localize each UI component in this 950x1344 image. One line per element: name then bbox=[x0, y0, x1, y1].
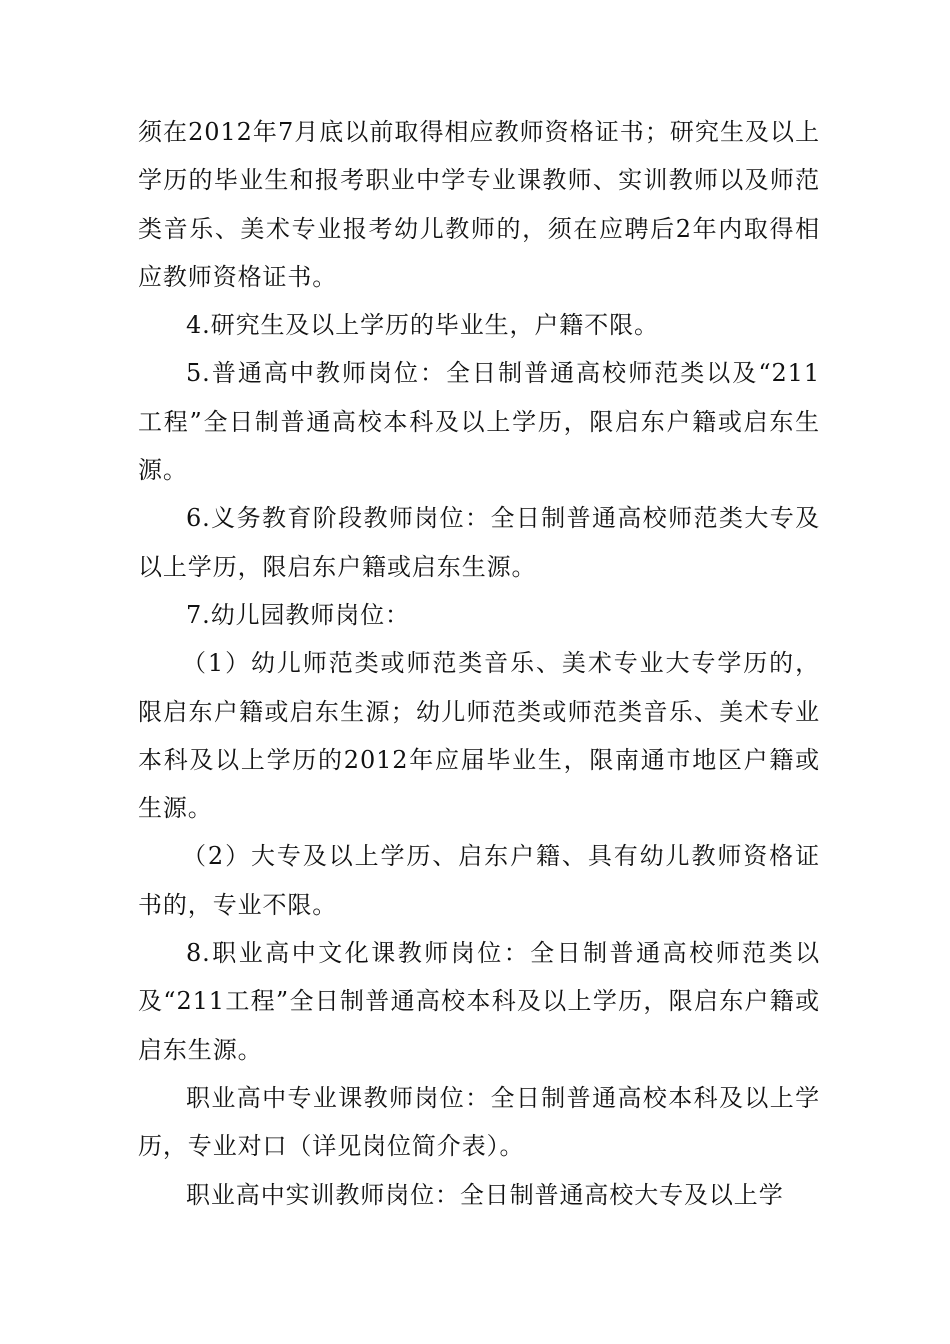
paragraph-item-4: 4.研究生及以上学历的毕业生，户籍不限。 bbox=[186, 311, 659, 340]
paragraph-item-5: 5.普通高中教师岗位：全日制普通高校师范类以及“211工程”全日制普通高校本科及以上学历，限启东户籍或启东生源。 bbox=[138, 359, 820, 485]
paragraph-item-8: 8.职业高中文化课教师岗位：全日制普通高校师范类以及“211工程”全日制普通高校本科及以上学历，限启东户籍或启东生源。 bbox=[138, 939, 820, 1064]
paragraph-item-7-sub-2: （2）大专及以上学历、启东户籍、具有幼儿教师资格证书的，专业不限。 bbox=[138, 842, 820, 919]
paragraph-item-7: 7.幼儿园教师岗位： bbox=[186, 600, 410, 629]
document-body bbox=[138, 108, 820, 1219]
paragraph-item-6: 6.义务教育阶段教师岗位：全日制普通高校师范类大专及以上学历，限启东户籍或启东生源。 bbox=[138, 504, 820, 581]
paragraph-vocational-training: 职业高中实训教师岗位：全日制普通高校大专及以上学 bbox=[186, 1180, 784, 1209]
paragraph-item-7-sub-1: （1）幼儿师范类或师范类音乐、美术专业大专学历的，限启东户籍或启东生源；幼儿师范类或师范类音乐、美术专业本科及以上学历的2012年应届毕业生，限南通市地区户籍或生源。 bbox=[138, 649, 820, 823]
paragraph-vocational-specialty: 职业高中专业课教师岗位：全日制普通高校本科及以上学历，专业对口（详见岗位简介表）。 bbox=[138, 1083, 820, 1161]
paragraph-qualification-deadline: 须在2012年7月底以前取得相应教师资格证书；研究生及以上学历的毕业生和报考职业中学专业课教师、实训教师以及师范类音乐、美术专业报考幼儿教师的，须在应聘后2年内取得相应教师资格证书。 bbox=[138, 118, 820, 291]
